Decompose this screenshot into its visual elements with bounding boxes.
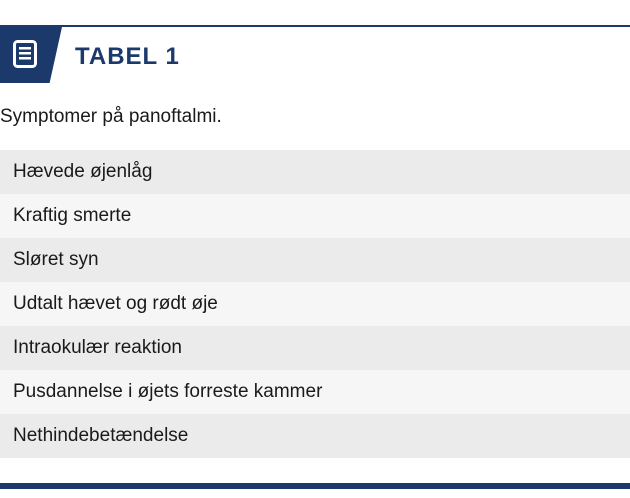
top-rule [0,25,630,27]
symptom-table [0,150,630,458]
table-heading: TABEL 1 [75,43,180,70]
table-row: Kraftig smerte [0,194,630,238]
document-list-icon [13,40,37,68]
table-row: Nethindebetændelse [0,414,630,458]
table-caption: Symptomer på panoftalmi. [0,106,222,127]
table-row: Intraokulær reaktion [0,326,630,370]
table-row: Sløret syn [0,238,630,282]
table-badge [0,27,62,83]
table-row: Udtalt hævet og rødt øje [0,282,630,326]
table-row: Pusdannelse i øjets forreste kammer [0,370,630,414]
bottom-rule [0,483,630,489]
table-row: Hævede øjenlåg [0,150,630,194]
